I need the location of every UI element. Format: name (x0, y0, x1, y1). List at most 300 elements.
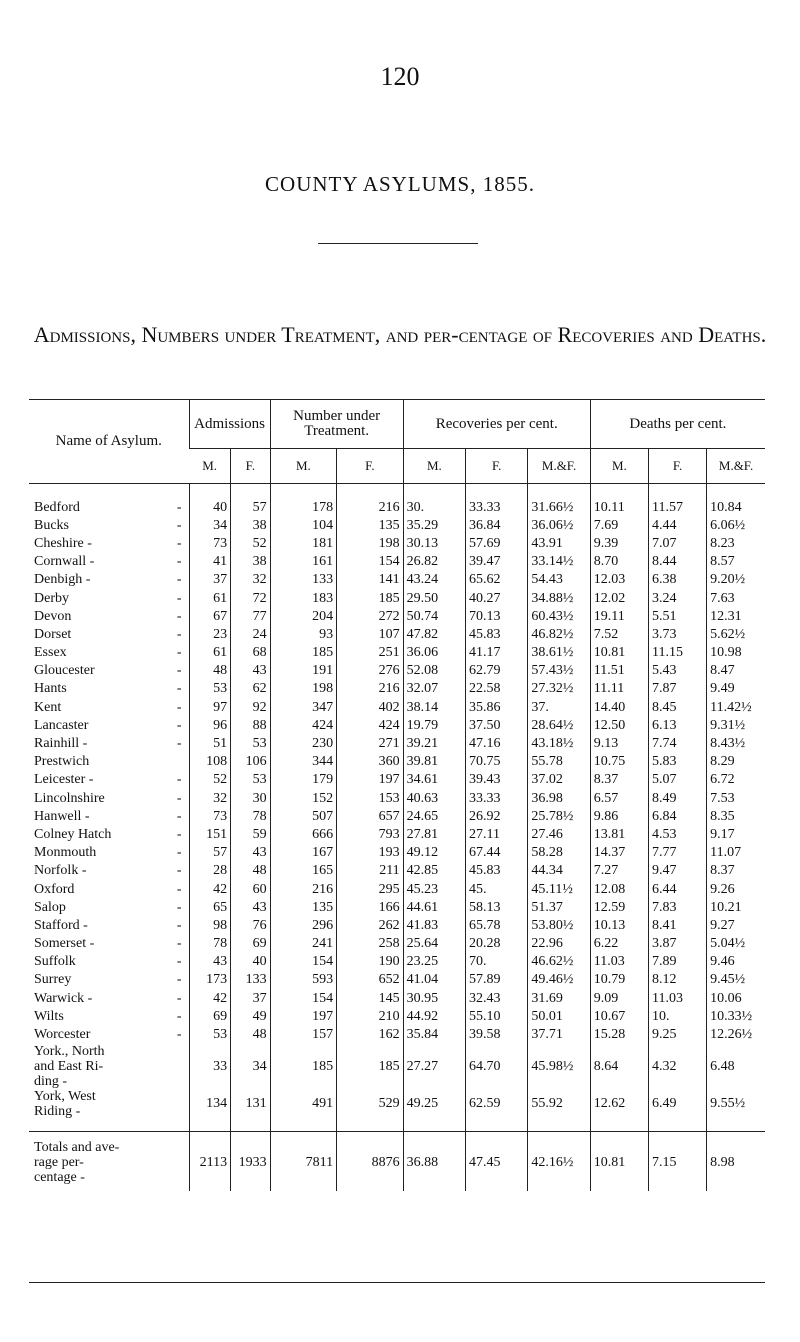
table-row (29, 916, 765, 934)
asylum-name-cell (29, 989, 189, 1007)
asylum-name-line: Riding - (34, 1103, 81, 1119)
table-row (29, 553, 765, 571)
value-cell: 70.13 (466, 607, 528, 625)
value-cell: 8.37 (707, 862, 765, 880)
leader-dash: - (176, 863, 182, 879)
value-cell: 34.88½ (528, 589, 590, 607)
table-row (29, 734, 765, 752)
spacer-cell (270, 1119, 337, 1132)
value-cell: 45.98½ (528, 1044, 590, 1089)
asylum-name: Salop (34, 899, 66, 915)
value-cell: 78 (231, 807, 271, 825)
value-cell: 50.74 (403, 607, 465, 625)
leader-dash: - (176, 790, 182, 806)
value-cell: 666 (270, 825, 337, 843)
leader-dash: - (176, 736, 182, 752)
value-cell: 9.49 (707, 680, 765, 698)
value-cell: 12.62 (590, 1089, 648, 1119)
value-cell: 22.96 (528, 935, 590, 953)
value-cell: 37 (231, 989, 271, 1007)
value-cell: 8.49 (648, 789, 706, 807)
value-cell: 69 (189, 1007, 231, 1025)
value-cell: 8.44 (648, 553, 706, 571)
value-cell: 72 (231, 589, 271, 607)
asylum-name-cell (29, 484, 189, 517)
leader-dash: - (176, 990, 182, 1006)
value-cell: 135 (270, 898, 337, 916)
table-row (29, 953, 765, 971)
value-cell: 43 (231, 844, 271, 862)
value-cell: 27.11 (466, 825, 528, 843)
asylum-name: Leicester - (34, 772, 94, 788)
value-cell: 271 (337, 734, 404, 752)
asylum-name: Somerset - (34, 936, 95, 952)
leader-dash: - (176, 645, 182, 661)
value-cell: 70.75 (466, 753, 528, 771)
divider-rule (318, 243, 478, 244)
asylum-name-line: Totals and ave- (34, 1139, 120, 1155)
table-row (29, 571, 765, 589)
asylum-name-cell (29, 898, 189, 916)
value-cell: 4.53 (648, 825, 706, 843)
value-cell: 58.13 (466, 898, 528, 916)
asylum-name: Cornwall - (34, 554, 95, 570)
value-cell: 295 (337, 880, 404, 898)
value-cell: 344 (270, 753, 337, 771)
value-cell: 62.59 (466, 1089, 528, 1119)
value-cell: 276 (337, 662, 404, 680)
asylum-name: Devon (34, 608, 72, 624)
asylum-name: Derby (34, 590, 69, 606)
value-cell: 53.80½ (528, 916, 590, 934)
spacer-cell (29, 1119, 189, 1132)
header-recoveries: Recoveries per cent. (403, 400, 590, 449)
table-row (29, 862, 765, 880)
value-cell: 53 (231, 734, 271, 752)
value-cell: 6.44 (648, 880, 706, 898)
table-row (29, 534, 765, 552)
asylum-name: Wilts (34, 1008, 64, 1024)
subheader-cell: M. (403, 449, 465, 484)
value-cell: 42.16½ (528, 1131, 590, 1191)
value-cell: 10.13 (590, 916, 648, 934)
value-cell: 9.27 (707, 916, 765, 934)
table-row (29, 644, 765, 662)
value-cell: 33.33 (466, 789, 528, 807)
header-name-of-asylum: Name of Asylum. (29, 400, 189, 484)
leader-dash: - (176, 826, 182, 842)
value-cell: 2113 (189, 1131, 231, 1191)
value-cell: 10.81 (590, 1131, 648, 1191)
value-cell: 27.46 (528, 825, 590, 843)
leader-dash: - (176, 554, 182, 570)
value-cell: 62.79 (466, 662, 528, 680)
value-cell: 43 (231, 898, 271, 916)
asylum-name-cell (29, 553, 189, 571)
leader-dash: - (176, 936, 182, 952)
value-cell: 47.45 (466, 1131, 528, 1191)
value-cell: 154 (270, 989, 337, 1007)
value-cell: 12.03 (590, 571, 648, 589)
value-cell: 6.84 (648, 807, 706, 825)
asylum-name-cell (29, 1044, 189, 1089)
asylum-name: Cheshire - (34, 535, 92, 551)
value-cell: 593 (270, 971, 337, 989)
leader-dash: - (176, 881, 182, 897)
asylum-name-cell (29, 935, 189, 953)
asylum-name-cell (29, 571, 189, 589)
value-cell: 7.74 (648, 734, 706, 752)
value-cell: 48 (231, 1025, 271, 1043)
value-cell: 7.83 (648, 898, 706, 916)
value-cell: 23.25 (403, 953, 465, 971)
asylum-name: Hanwell - (34, 808, 90, 824)
value-cell: 5.43 (648, 662, 706, 680)
value-cell: 38.61½ (528, 644, 590, 662)
value-cell: 44.92 (403, 1007, 465, 1025)
value-cell: 10.79 (590, 971, 648, 989)
value-cell: 11.11 (590, 680, 648, 698)
asylum-name: Kent (34, 699, 62, 715)
value-cell: 34.61 (403, 771, 465, 789)
value-cell: 216 (337, 680, 404, 698)
value-cell: 272 (337, 607, 404, 625)
value-cell: 68 (231, 644, 271, 662)
leader-dash: - (176, 663, 182, 679)
value-cell: 35.29 (403, 516, 465, 534)
value-cell: 204 (270, 607, 337, 625)
table-row (29, 1044, 765, 1089)
value-cell: 29.50 (403, 589, 465, 607)
value-cell: 3.73 (648, 625, 706, 643)
table-row (29, 625, 765, 643)
value-cell: 107 (337, 625, 404, 643)
value-cell: 12.02 (590, 589, 648, 607)
value-cell: 32 (231, 571, 271, 589)
table-row (29, 935, 765, 953)
value-cell: 108 (189, 753, 231, 771)
value-cell: 19.79 (403, 716, 465, 734)
asylum-name: Gloucester (34, 663, 95, 679)
subheader-cell: M. (189, 449, 231, 484)
value-cell: 49.12 (403, 844, 465, 862)
asylum-name: Lincolnshire (34, 790, 105, 806)
value-cell: 33 (189, 1044, 231, 1089)
value-cell: 216 (270, 880, 337, 898)
value-cell: 6.49 (648, 1089, 706, 1119)
asylum-name: Prestwich (34, 754, 90, 770)
value-cell: 69 (231, 935, 271, 953)
leader-dash: - (176, 954, 182, 970)
value-cell: 652 (337, 971, 404, 989)
asylum-name-cell (29, 698, 189, 716)
table-row (29, 1025, 765, 1043)
value-cell: 43.24 (403, 571, 465, 589)
value-cell: 12.31 (707, 607, 765, 625)
value-cell: 197 (270, 1007, 337, 1025)
asylum-name: Warwick - (34, 990, 93, 1006)
value-cell: 54.43 (528, 571, 590, 589)
value-cell: 27.27 (403, 1044, 465, 1089)
asylum-name-cell (29, 1089, 189, 1119)
value-cell: 162 (337, 1025, 404, 1043)
value-cell: 96 (189, 716, 231, 734)
value-cell: 185 (270, 644, 337, 662)
value-cell: 37.50 (466, 716, 528, 734)
value-cell: 8.64 (590, 1044, 648, 1089)
asylum-name: Oxford (34, 881, 75, 897)
value-cell: 39.58 (466, 1025, 528, 1043)
value-cell: 42 (189, 880, 231, 898)
asylum-name-cell (29, 716, 189, 734)
value-cell: 48 (231, 862, 271, 880)
value-cell: 53 (189, 1025, 231, 1043)
value-cell: 67 (189, 607, 231, 625)
header-deaths: Deaths per cent. (590, 400, 765, 449)
value-cell: 9.25 (648, 1025, 706, 1043)
value-cell: 135 (337, 516, 404, 534)
value-cell: 8.70 (590, 553, 648, 571)
value-cell: 12.26½ (707, 1025, 765, 1043)
subheader-cell: M. (590, 449, 648, 484)
table-row (29, 971, 765, 989)
value-cell: 42 (189, 989, 231, 1007)
value-cell: 20.28 (466, 935, 528, 953)
value-cell: 7.15 (648, 1131, 706, 1191)
value-cell: 10.75 (590, 753, 648, 771)
value-cell: 53 (231, 771, 271, 789)
value-cell: 198 (270, 680, 337, 698)
value-cell: 9.26 (707, 880, 765, 898)
value-cell: 9.31½ (707, 716, 765, 734)
value-cell: 34 (231, 1044, 271, 1089)
subheader-cell: M.&F. (707, 449, 765, 484)
value-cell: 55.78 (528, 753, 590, 771)
value-cell: 65 (189, 898, 231, 916)
value-cell: 133 (231, 971, 271, 989)
leader-dash: - (176, 590, 182, 606)
value-cell: 7.07 (648, 534, 706, 552)
value-cell: 9.20½ (707, 571, 765, 589)
value-cell: 145 (337, 989, 404, 1007)
value-cell: 31.66½ (528, 484, 590, 517)
leader-dash: - (176, 572, 182, 588)
value-cell: 9.09 (590, 989, 648, 1007)
value-cell: 191 (270, 662, 337, 680)
value-cell: 402 (337, 698, 404, 716)
value-cell: 106 (231, 753, 271, 771)
leader-dash: - (176, 681, 182, 697)
value-cell: 197 (337, 771, 404, 789)
value-cell: 10.98 (707, 644, 765, 662)
value-cell: 22.58 (466, 680, 528, 698)
value-cell: 296 (270, 916, 337, 934)
asylum-name-line: rage per- (34, 1154, 84, 1170)
table-row (29, 589, 765, 607)
value-cell: 173 (189, 971, 231, 989)
value-cell: 51.37 (528, 898, 590, 916)
value-cell: 8.45 (648, 698, 706, 716)
value-cell: 52 (189, 771, 231, 789)
asylum-name-cell (29, 807, 189, 825)
value-cell: 262 (337, 916, 404, 934)
value-cell: 216 (337, 484, 404, 517)
value-cell: 49.25 (403, 1089, 465, 1119)
value-cell: 78 (189, 935, 231, 953)
value-cell: 46.62½ (528, 953, 590, 971)
asylum-name-line: York., North (34, 1043, 105, 1059)
value-cell: 48 (189, 662, 231, 680)
value-cell: 65.78 (466, 916, 528, 934)
table-row (29, 1089, 765, 1119)
spacer-cell (466, 1119, 528, 1132)
value-cell: 60.43½ (528, 607, 590, 625)
value-cell: 57 (189, 844, 231, 862)
value-cell: 36.88 (403, 1131, 465, 1191)
asylum-name-cell (29, 753, 189, 771)
value-cell: 43.91 (528, 534, 590, 552)
table-row (29, 516, 765, 534)
value-cell: 3.87 (648, 935, 706, 953)
value-cell: 8.47 (707, 662, 765, 680)
spacer-cell (590, 1119, 648, 1132)
value-cell: 61 (189, 589, 231, 607)
value-cell: 38 (231, 553, 271, 571)
asylum-name: Lancaster (34, 717, 89, 733)
value-cell: 161 (270, 553, 337, 571)
value-cell: 230 (270, 734, 337, 752)
value-cell: 8.98 (707, 1131, 765, 1191)
asylum-statistics-table (29, 400, 765, 1191)
asylum-name-cell (29, 771, 189, 789)
value-cell: 241 (270, 935, 337, 953)
value-cell: 10.67 (590, 1007, 648, 1025)
value-cell: 104 (270, 516, 337, 534)
value-cell: 50.01 (528, 1007, 590, 1025)
value-cell: 47.82 (403, 625, 465, 643)
value-cell: 14.40 (590, 698, 648, 716)
table-row (29, 1007, 765, 1025)
value-cell: 12.50 (590, 716, 648, 734)
value-cell: 7.63 (707, 589, 765, 607)
asylum-name-cell (29, 862, 189, 880)
value-cell: 5.04½ (707, 935, 765, 953)
leader-dash: - (176, 608, 182, 624)
value-cell: 97 (189, 698, 231, 716)
value-cell: 11.03 (590, 953, 648, 971)
value-cell: 30 (231, 789, 271, 807)
value-cell: 37.02 (528, 771, 590, 789)
leader-dash: - (176, 717, 182, 733)
value-cell: 62 (231, 680, 271, 698)
value-cell: 26.92 (466, 807, 528, 825)
value-cell: 154 (270, 953, 337, 971)
asylum-name: Rainhill - (34, 736, 88, 752)
asylum-name-cell (29, 789, 189, 807)
value-cell: 39.81 (403, 753, 465, 771)
value-cell: 153 (337, 789, 404, 807)
asylum-name-cell (29, 680, 189, 698)
asylum-name: Surrey (34, 972, 72, 988)
value-cell: 10.11 (590, 484, 648, 517)
value-cell: 4.32 (648, 1044, 706, 1089)
value-cell: 36.06½ (528, 516, 590, 534)
header-admissions: Admissions (189, 400, 270, 449)
asylum-name: Bedford (34, 499, 80, 515)
value-cell: 6.22 (590, 935, 648, 953)
value-cell: 134 (189, 1089, 231, 1119)
value-cell: 9.47 (648, 862, 706, 880)
value-cell: 185 (337, 589, 404, 607)
spacer-cell (648, 1119, 706, 1132)
table-row (29, 1131, 765, 1191)
spacer-cell (707, 1119, 765, 1132)
value-cell: 424 (270, 716, 337, 734)
value-cell: 15.28 (590, 1025, 648, 1043)
value-cell: 178 (270, 484, 337, 517)
asylum-name-cell (29, 644, 189, 662)
value-cell: 27.81 (403, 825, 465, 843)
value-cell: 8.29 (707, 753, 765, 771)
asylum-name-cell (29, 1131, 189, 1191)
value-cell: 793 (337, 825, 404, 843)
value-cell: 360 (337, 753, 404, 771)
leader-dash: - (176, 772, 182, 788)
spacer-row (29, 1119, 765, 1132)
value-cell: 25.78½ (528, 807, 590, 825)
asylum-name: Stafford - (34, 917, 88, 933)
asylum-name-line: ding - (34, 1073, 68, 1089)
value-cell: 179 (270, 771, 337, 789)
table-row (29, 880, 765, 898)
value-cell: 7.53 (707, 789, 765, 807)
leader-dash: - (176, 1027, 182, 1043)
value-cell: 14.37 (590, 844, 648, 862)
value-cell: 92 (231, 698, 271, 716)
value-cell: 30.13 (403, 534, 465, 552)
value-cell: 59 (231, 825, 271, 843)
leader-dash: - (176, 845, 182, 861)
leader-dash: - (176, 535, 182, 551)
value-cell: 39.47 (466, 553, 528, 571)
value-cell: 45.83 (466, 625, 528, 643)
value-cell: 10.06 (707, 989, 765, 1007)
value-cell: 37. (528, 698, 590, 716)
value-cell: 32.07 (403, 680, 465, 698)
spacer-cell (528, 1119, 590, 1132)
value-cell: 53 (189, 680, 231, 698)
value-cell: 73 (189, 534, 231, 552)
value-cell: 190 (337, 953, 404, 971)
value-cell: 33.33 (466, 484, 528, 517)
value-cell: 7811 (270, 1131, 337, 1191)
value-cell: 57 (231, 484, 271, 517)
value-cell: 49 (231, 1007, 271, 1025)
value-cell: 61 (189, 644, 231, 662)
value-cell: 10.84 (707, 484, 765, 517)
value-cell: 9.45½ (707, 971, 765, 989)
value-cell: 45. (466, 880, 528, 898)
value-cell: 93 (270, 625, 337, 643)
value-cell: 41.83 (403, 916, 465, 934)
value-cell: 5.07 (648, 771, 706, 789)
value-cell: 133 (270, 571, 337, 589)
value-cell: 41.04 (403, 971, 465, 989)
value-cell: 35.86 (466, 698, 528, 716)
table-row (29, 844, 765, 862)
value-cell: 12.08 (590, 880, 648, 898)
value-cell: 47.16 (466, 734, 528, 752)
